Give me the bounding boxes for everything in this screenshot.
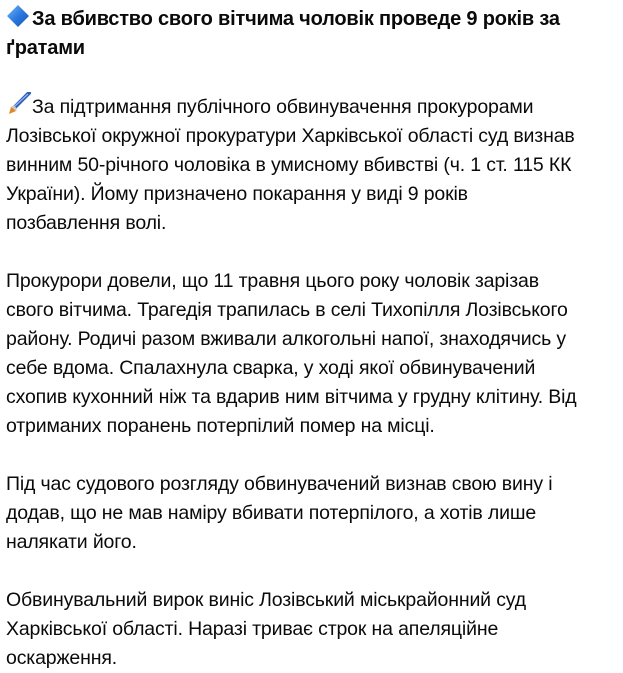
blue-diamond-icon: [6, 4, 32, 28]
title-line-1: За вбивство свого вітчима чоловік проведе 9 років за: [6, 4, 623, 34]
title-line-2: ґратами: [6, 37, 85, 59]
paragraph-3: Під час судового розгляду обвинувачений визнав свою вину і додав, що не мав наміру вбивати потерпілого, а хотів лише налякати його.: [6, 473, 553, 553]
paragraph-2: Прокурори довели, що 11 травня цього року чоловік зарізав свого вітчима. Трагедія трапилась в селі Тихопілля Лозівського району. Родичі разом вживали алкогольні напої, знаходячись у себе вдома. Спалахнула сварка, у ході якої обвинувачений схопив кухонний ніж та вдарив ним вітчима у грудну клітину. Від отриманих поранень потерпілий помер на місці.: [6, 270, 577, 437]
post-title: [6, 4, 623, 63]
paragraph-4: Обвинувальний вирок виніс Лозівський міськрайонний суд Харківської області. Наразі триває строк на апеляційне оскарження.: [6, 589, 526, 669]
paintbrush-icon: [6, 92, 32, 116]
paragraph-1: За підтримання публічного обвинувачення прокурорами Лозівської окружної прокуратури Харківської області суд визнав винним 50-річного чоловіка в умисному вбивстві (ч. 1 ст. 115 КК України). Йому призначено покарання у виді 9 років позбавлення волі.: [6, 92, 623, 238]
